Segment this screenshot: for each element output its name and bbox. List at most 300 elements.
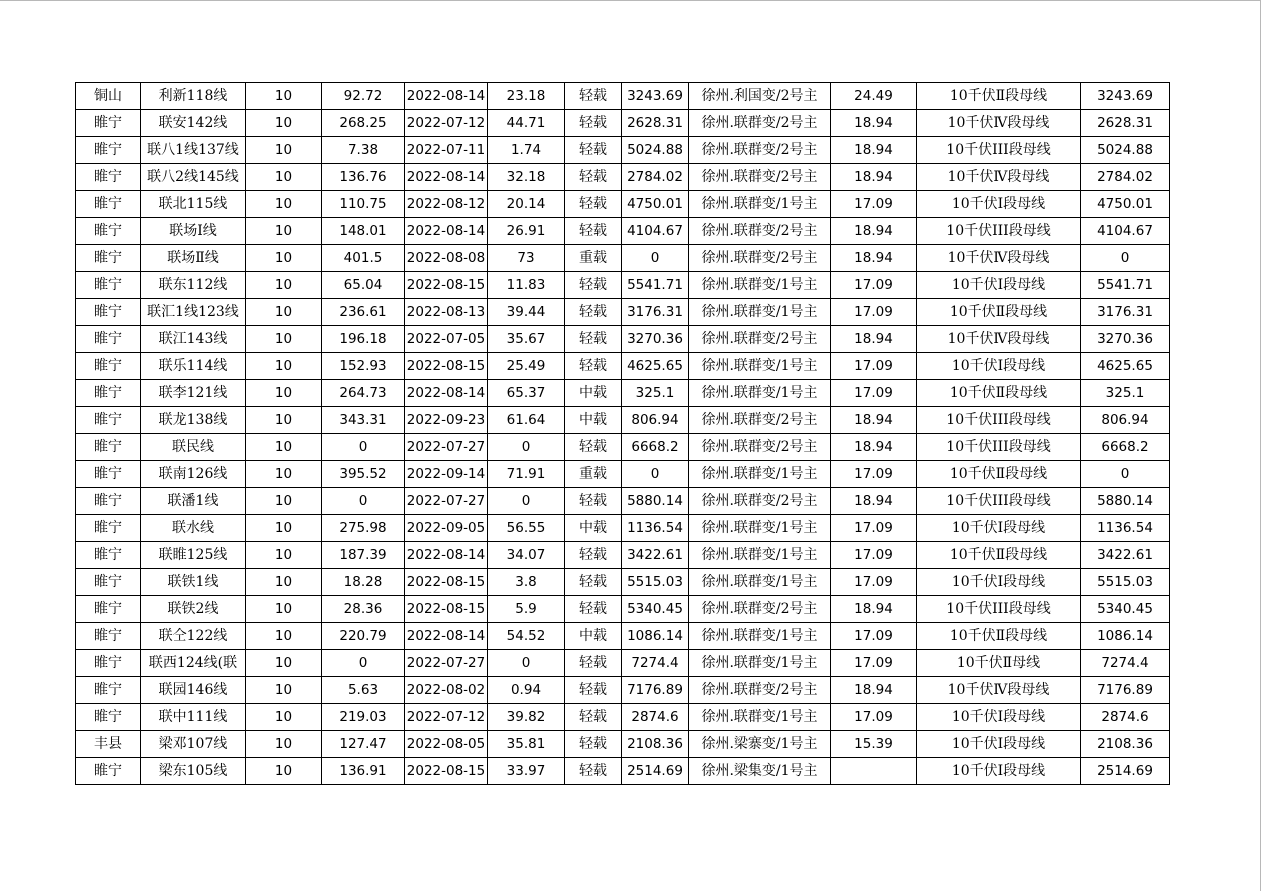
transformer-cell: 徐州.联群变/2号主 [689,218,831,245]
bus-cell: 10千伏Ⅳ段母线 [917,677,1081,704]
voltage-cell: 10 [246,380,322,407]
voltage-cell: 10 [246,596,322,623]
date-cell: 2022-08-05 [405,731,488,758]
transformer-cell: 徐州.联群变/2号主 [689,596,831,623]
transformer-cell: 徐州.联群变/2号主 [689,434,831,461]
load-status-cell: 重载 [565,461,622,488]
line-name-cell: 联八2线145线 [141,164,246,191]
bus-cell: 10千伏Ⅰ段母线 [917,515,1081,542]
date-cell: 2022-08-13 [405,299,488,326]
rate-cell: 15.39 [831,731,917,758]
line-name-cell: 联场Ⅱ线 [141,245,246,272]
transformer-cell: 徐州.联群变/2号主 [689,407,831,434]
rate-cell [831,758,917,785]
date-cell: 2022-07-05 [405,326,488,353]
transformer-cell: 徐州.联群变/1号主 [689,299,831,326]
current-cell: 220.79 [322,623,405,650]
voltage-cell: 10 [246,515,322,542]
current-cell: 219.03 [322,704,405,731]
load-rate-cell: 20.14 [488,191,565,218]
rate-cell: 17.09 [831,299,917,326]
current-cell: 187.39 [322,542,405,569]
county-cell: 睢宁 [76,677,141,704]
available-capacity-cell: 1086.14 [1081,623,1170,650]
capacity-cell: 5340.45 [622,596,689,623]
bus-cell: 10千伏Ⅰ段母线 [917,731,1081,758]
voltage-cell: 10 [246,731,322,758]
current-cell: 7.38 [322,137,405,164]
load-status-cell: 轻载 [565,164,622,191]
line-name-cell: 联龙138线 [141,407,246,434]
load-status-cell: 轻载 [565,650,622,677]
capacity-cell: 2628.31 [622,110,689,137]
date-cell: 2022-08-14 [405,380,488,407]
voltage-cell: 10 [246,110,322,137]
transformer-cell: 徐州.梁集变/1号主 [689,758,831,785]
available-capacity-cell: 4104.67 [1081,218,1170,245]
bus-cell: 10千伏Ⅰ段母线 [917,191,1081,218]
available-capacity-cell: 7176.89 [1081,677,1170,704]
load-rate-cell: 25.49 [488,353,565,380]
load-status-cell: 重载 [565,245,622,272]
transformer-cell: 徐州.联群变/1号主 [689,623,831,650]
county-cell: 睢宁 [76,137,141,164]
rate-cell: 18.94 [831,245,917,272]
capacity-cell: 7176.89 [622,677,689,704]
load-rate-cell: 44.71 [488,110,565,137]
table-row [76,218,1170,245]
date-cell: 2022-08-15 [405,596,488,623]
transformer-cell: 徐州.联群变/1号主 [689,272,831,299]
line-name-cell: 联水线 [141,515,246,542]
county-cell: 睢宁 [76,245,141,272]
bus-cell: 10千伏Ⅳ段母线 [917,245,1081,272]
bus-cell: 10千伏Ⅰ段母线 [917,353,1081,380]
rate-cell: 18.94 [831,164,917,191]
rate-cell: 17.09 [831,650,917,677]
county-cell: 睢宁 [76,272,141,299]
available-capacity-cell: 5340.45 [1081,596,1170,623]
date-cell: 2022-08-15 [405,569,488,596]
available-capacity-cell: 5541.71 [1081,272,1170,299]
voltage-cell: 10 [246,434,322,461]
load-status-cell: 轻载 [565,218,622,245]
bus-cell: 10千伏Ⅰ段母线 [917,758,1081,785]
load-status-cell: 中载 [565,407,622,434]
table-row [76,191,1170,218]
available-capacity-cell: 3176.31 [1081,299,1170,326]
voltage-cell: 10 [246,623,322,650]
line-name-cell: 联西124线(联 [141,650,246,677]
load-rate-cell: 0 [488,488,565,515]
current-cell: 268.25 [322,110,405,137]
load-status-cell: 轻载 [565,353,622,380]
table-row [76,299,1170,326]
capacity-cell: 0 [622,245,689,272]
current-cell: 92.72 [322,83,405,110]
capacity-cell: 3270.36 [622,326,689,353]
load-status-cell: 轻载 [565,299,622,326]
bus-cell: 10千伏Ⅱ段母线 [917,623,1081,650]
load-status-cell: 轻载 [565,677,622,704]
feeder-load-table [75,82,1170,785]
capacity-cell: 1136.54 [622,515,689,542]
available-capacity-cell: 4750.01 [1081,191,1170,218]
load-rate-cell: 0 [488,434,565,461]
voltage-cell: 10 [246,650,322,677]
table-row [76,488,1170,515]
capacity-cell: 0 [622,461,689,488]
county-cell: 睢宁 [76,380,141,407]
transformer-cell: 徐州.梁寨变/1号主 [689,731,831,758]
line-name-cell: 联场Ⅰ线 [141,218,246,245]
bus-cell: 10千伏Ⅱ段母线 [917,299,1081,326]
county-cell: 睢宁 [76,461,141,488]
bus-cell: 10千伏Ⅱ段母线 [917,83,1081,110]
county-cell: 睢宁 [76,299,141,326]
line-name-cell: 联园146线 [141,677,246,704]
rate-cell: 18.94 [831,434,917,461]
rate-cell: 18.94 [831,110,917,137]
rate-cell: 18.94 [831,407,917,434]
capacity-cell: 3422.61 [622,542,689,569]
county-cell: 睢宁 [76,407,141,434]
capacity-cell: 5515.03 [622,569,689,596]
date-cell: 2022-08-12 [405,191,488,218]
current-cell: 343.31 [322,407,405,434]
voltage-cell: 10 [246,353,322,380]
load-status-cell: 轻载 [565,110,622,137]
capacity-cell: 6668.2 [622,434,689,461]
table-row [76,83,1170,110]
bus-cell: 10千伏Ⅱ段母线 [917,461,1081,488]
available-capacity-cell: 3243.69 [1081,83,1170,110]
date-cell: 2022-09-14 [405,461,488,488]
county-cell: 睢宁 [76,569,141,596]
line-name-cell: 联潘1线 [141,488,246,515]
line-name-cell: 联铁1线 [141,569,246,596]
bus-cell: 10千伏Ⅰ段母线 [917,704,1081,731]
load-status-cell: 轻载 [565,191,622,218]
county-cell: 睢宁 [76,623,141,650]
county-cell: 睢宁 [76,353,141,380]
rate-cell: 17.09 [831,569,917,596]
transformer-cell: 徐州.联群变/2号主 [689,326,831,353]
capacity-cell: 5880.14 [622,488,689,515]
capacity-cell: 3243.69 [622,83,689,110]
county-cell: 睢宁 [76,650,141,677]
county-cell: 睢宁 [76,434,141,461]
transformer-cell: 徐州.联群变/2号主 [689,488,831,515]
voltage-cell: 10 [246,326,322,353]
current-cell: 196.18 [322,326,405,353]
county-cell: 睢宁 [76,704,141,731]
voltage-cell: 10 [246,569,322,596]
table-row [76,245,1170,272]
load-rate-cell: 54.52 [488,623,565,650]
load-rate-cell: 33.97 [488,758,565,785]
date-cell: 2022-08-08 [405,245,488,272]
capacity-cell: 1086.14 [622,623,689,650]
voltage-cell: 10 [246,164,322,191]
rate-cell: 18.94 [831,326,917,353]
load-rate-cell: 0.94 [488,677,565,704]
available-capacity-cell: 806.94 [1081,407,1170,434]
county-cell: 睢宁 [76,542,141,569]
capacity-cell: 2108.36 [622,731,689,758]
voltage-cell: 10 [246,488,322,515]
transformer-cell: 徐州.联群变/2号主 [689,245,831,272]
table-row [76,461,1170,488]
table-row [76,677,1170,704]
transformer-cell: 徐州.联群变/2号主 [689,677,831,704]
table-row [76,326,1170,353]
county-cell: 丰县 [76,731,141,758]
available-capacity-cell: 0 [1081,245,1170,272]
load-rate-cell: 56.55 [488,515,565,542]
load-status-cell: 轻载 [565,326,622,353]
bus-cell: 10千伏III段母线 [917,488,1081,515]
voltage-cell: 10 [246,677,322,704]
rate-cell: 18.94 [831,677,917,704]
transformer-cell: 徐州.联群变/2号主 [689,137,831,164]
transformer-cell: 徐州.联群变/1号主 [689,191,831,218]
table-row [76,353,1170,380]
voltage-cell: 10 [246,137,322,164]
bus-cell: 10千伏Ⅳ段母线 [917,326,1081,353]
table-row [76,137,1170,164]
rate-cell: 17.09 [831,272,917,299]
table-row [76,434,1170,461]
date-cell: 2022-08-02 [405,677,488,704]
available-capacity-cell: 0 [1081,461,1170,488]
line-name-cell: 联北115线 [141,191,246,218]
load-rate-cell: 35.81 [488,731,565,758]
line-name-cell: 联八1线137线 [141,137,246,164]
available-capacity-cell: 1136.54 [1081,515,1170,542]
county-cell: 睢宁 [76,758,141,785]
load-rate-cell: 0 [488,650,565,677]
capacity-cell: 4625.65 [622,353,689,380]
available-capacity-cell: 2514.69 [1081,758,1170,785]
bus-cell: 10千伏III段母线 [917,596,1081,623]
rate-cell: 18.94 [831,137,917,164]
load-rate-cell: 73 [488,245,565,272]
rate-cell: 18.94 [831,488,917,515]
transformer-cell: 徐州.联群变/2号主 [689,164,831,191]
available-capacity-cell: 325.1 [1081,380,1170,407]
available-capacity-cell: 5024.88 [1081,137,1170,164]
rate-cell: 17.09 [831,380,917,407]
transformer-cell: 徐州.联群变/1号主 [689,569,831,596]
date-cell: 2022-07-11 [405,137,488,164]
rate-cell: 17.09 [831,191,917,218]
bus-cell: 10千伏Ⅰ段母线 [917,272,1081,299]
transformer-cell: 徐州.联群变/1号主 [689,650,831,677]
county-cell: 睢宁 [76,191,141,218]
current-cell: 395.52 [322,461,405,488]
load-rate-cell: 61.64 [488,407,565,434]
current-cell: 136.76 [322,164,405,191]
voltage-cell: 10 [246,191,322,218]
load-rate-cell: 1.74 [488,137,565,164]
current-cell: 18.28 [322,569,405,596]
line-name-cell: 联江143线 [141,326,246,353]
line-name-cell: 联民线 [141,434,246,461]
table-row [76,380,1170,407]
load-rate-cell: 71.91 [488,461,565,488]
load-status-cell: 轻载 [565,758,622,785]
current-cell: 0 [322,434,405,461]
county-cell: 睢宁 [76,218,141,245]
available-capacity-cell: 4625.65 [1081,353,1170,380]
capacity-cell: 5024.88 [622,137,689,164]
load-status-cell: 轻载 [565,596,622,623]
date-cell: 2022-07-27 [405,434,488,461]
bus-cell: 10千伏Ⅰ段母线 [917,569,1081,596]
table-body [76,83,1170,785]
load-status-cell: 轻载 [565,704,622,731]
table-row [76,542,1170,569]
rate-cell: 17.09 [831,542,917,569]
capacity-cell: 3176.31 [622,299,689,326]
current-cell: 152.93 [322,353,405,380]
current-cell: 401.5 [322,245,405,272]
date-cell: 2022-08-14 [405,542,488,569]
rate-cell: 17.09 [831,461,917,488]
transformer-cell: 徐州.联群变/1号主 [689,461,831,488]
line-name-cell: 联睢125线 [141,542,246,569]
rate-cell: 24.49 [831,83,917,110]
line-name-cell: 联乐114线 [141,353,246,380]
transformer-cell: 徐州.联群变/1号主 [689,380,831,407]
available-capacity-cell: 3422.61 [1081,542,1170,569]
available-capacity-cell: 5880.14 [1081,488,1170,515]
date-cell: 2022-09-23 [405,407,488,434]
voltage-cell: 10 [246,272,322,299]
load-status-cell: 轻载 [565,434,622,461]
county-cell: 睢宁 [76,326,141,353]
county-cell: 睢宁 [76,515,141,542]
capacity-cell: 7274.4 [622,650,689,677]
line-name-cell: 联中111线 [141,704,246,731]
date-cell: 2022-08-15 [405,758,488,785]
transformer-cell: 徐州.联群变/1号主 [689,353,831,380]
load-status-cell: 轻载 [565,542,622,569]
bus-cell: 10千伏III段母线 [917,407,1081,434]
county-cell: 睢宁 [76,596,141,623]
current-cell: 5.63 [322,677,405,704]
voltage-cell: 10 [246,299,322,326]
available-capacity-cell: 2628.31 [1081,110,1170,137]
line-name-cell: 梁东105线 [141,758,246,785]
current-cell: 148.01 [322,218,405,245]
current-cell: 0 [322,650,405,677]
capacity-cell: 2874.6 [622,704,689,731]
current-cell: 110.75 [322,191,405,218]
load-rate-cell: 5.9 [488,596,565,623]
bus-cell: 10千伏Ⅳ段母线 [917,164,1081,191]
current-cell: 236.61 [322,299,405,326]
load-rate-cell: 39.82 [488,704,565,731]
table-row [76,731,1170,758]
date-cell: 2022-07-12 [405,704,488,731]
bus-cell: 10千伏Ⅱ段母线 [917,380,1081,407]
county-cell: 铜山 [76,83,141,110]
table-row [76,272,1170,299]
load-status-cell: 轻载 [565,272,622,299]
voltage-cell: 10 [246,407,322,434]
line-name-cell: 联铁2线 [141,596,246,623]
table-row [76,164,1170,191]
load-status-cell: 中载 [565,623,622,650]
available-capacity-cell: 2784.02 [1081,164,1170,191]
current-cell: 0 [322,488,405,515]
load-rate-cell: 65.37 [488,380,565,407]
voltage-cell: 10 [246,218,322,245]
current-cell: 136.91 [322,758,405,785]
current-cell: 127.47 [322,731,405,758]
date-cell: 2022-08-14 [405,218,488,245]
voltage-cell: 10 [246,542,322,569]
bus-cell: 10千伏III段母线 [917,218,1081,245]
line-name-cell: 联东112线 [141,272,246,299]
load-status-cell: 轻载 [565,137,622,164]
load-rate-cell: 39.44 [488,299,565,326]
bus-cell: 10千伏Ⅳ段母线 [917,110,1081,137]
bus-cell: 10千伏III段母线 [917,137,1081,164]
capacity-cell: 4104.67 [622,218,689,245]
available-capacity-cell: 2108.36 [1081,731,1170,758]
table-row [76,704,1170,731]
available-capacity-cell: 5515.03 [1081,569,1170,596]
date-cell: 2022-07-27 [405,650,488,677]
transformer-cell: 徐州.联群变/2号主 [689,110,831,137]
available-capacity-cell: 3270.36 [1081,326,1170,353]
bus-cell: 10千伏Ⅱ母线 [917,650,1081,677]
load-status-cell: 中载 [565,380,622,407]
line-name-cell: 联南126线 [141,461,246,488]
load-rate-cell: 34.07 [488,542,565,569]
available-capacity-cell: 7274.4 [1081,650,1170,677]
rate-cell: 17.09 [831,353,917,380]
line-name-cell: 利新118线 [141,83,246,110]
transformer-cell: 徐州.联群变/1号主 [689,542,831,569]
line-name-cell: 联安142线 [141,110,246,137]
capacity-cell: 325.1 [622,380,689,407]
date-cell: 2022-08-14 [405,164,488,191]
transformer-cell: 徐州.联群变/1号主 [689,704,831,731]
available-capacity-cell: 2874.6 [1081,704,1170,731]
county-cell: 睢宁 [76,488,141,515]
table-row [76,650,1170,677]
current-cell: 65.04 [322,272,405,299]
current-cell: 28.36 [322,596,405,623]
table-row [76,596,1170,623]
load-status-cell: 轻载 [565,83,622,110]
capacity-cell: 2514.69 [622,758,689,785]
load-rate-cell: 3.8 [488,569,565,596]
rate-cell: 18.94 [831,218,917,245]
transformer-cell: 徐州.联群变/1号主 [689,515,831,542]
load-status-cell: 中载 [565,515,622,542]
date-cell: 2022-07-12 [405,110,488,137]
rate-cell: 17.09 [831,623,917,650]
table-row [76,569,1170,596]
current-cell: 264.73 [322,380,405,407]
load-rate-cell: 26.91 [488,218,565,245]
load-status-cell: 轻载 [565,488,622,515]
